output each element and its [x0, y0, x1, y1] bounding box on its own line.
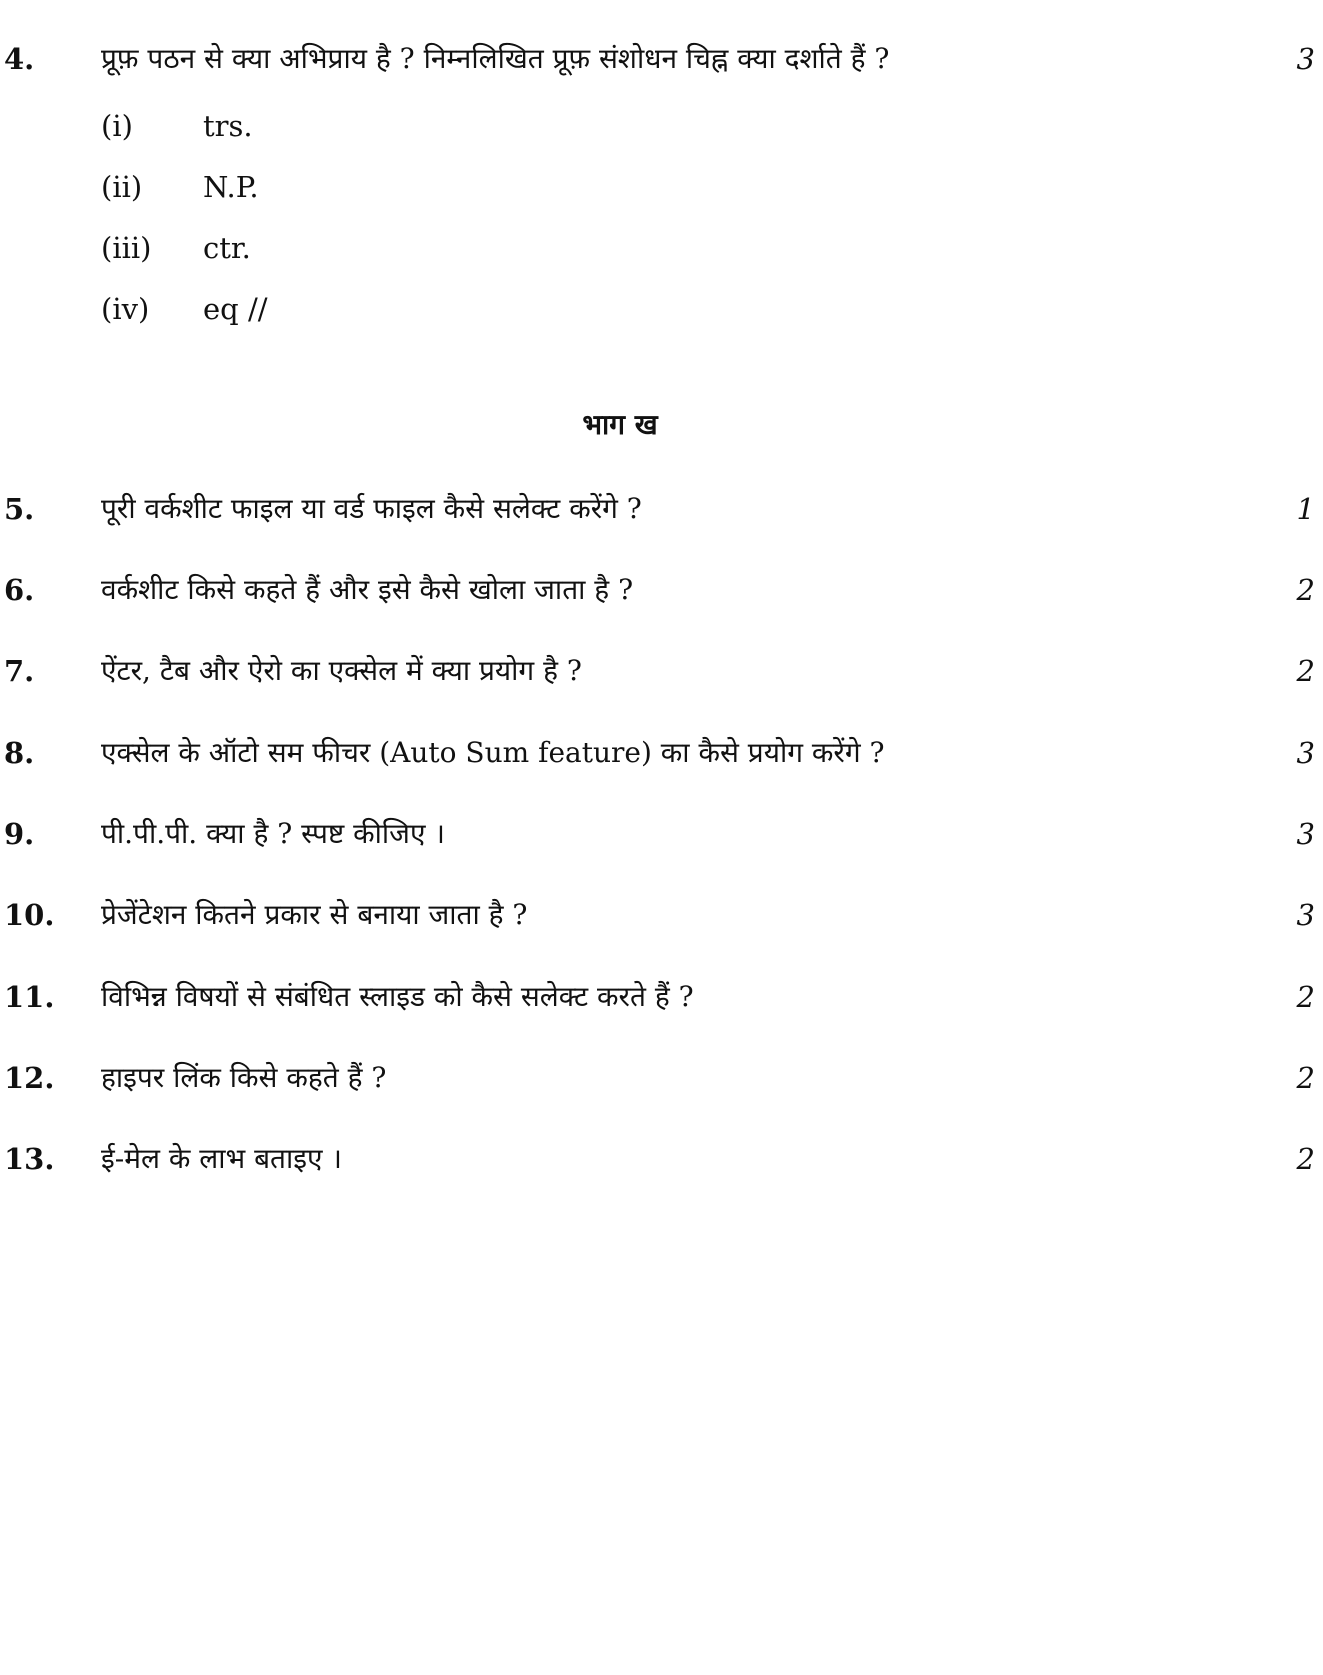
- subitem-label: (iv): [101, 292, 150, 326]
- question-13: [0, 1139, 1323, 1179]
- question-marks: 2: [1296, 654, 1315, 688]
- question-number: 9.: [4, 817, 35, 851]
- question-marks: 1: [1296, 492, 1315, 526]
- question-12: [0, 1058, 1323, 1098]
- question-marks: 3: [1296, 736, 1315, 770]
- question-number: 11.: [4, 980, 55, 1014]
- subitem: [0, 106, 1323, 146]
- subitem-label: (iii): [101, 231, 152, 265]
- question-number: 8.: [4, 736, 35, 770]
- question-6: [0, 570, 1323, 610]
- subitem: [0, 289, 1323, 329]
- question-5: [0, 489, 1323, 529]
- question-11: [0, 977, 1323, 1017]
- question-number: 13.: [4, 1142, 55, 1176]
- question-marks: 3: [1296, 42, 1315, 76]
- question-text: प्रूफ़ पठन से क्या अभिप्राय है ? निम्नलिखित प्रूफ़ संशोधन चिह्न क्या दर्शाते हैं ?: [101, 42, 890, 75]
- question-4: [0, 39, 1323, 79]
- question-number: 12.: [4, 1061, 55, 1095]
- question-10: [0, 895, 1323, 935]
- subitem-text: trs.: [203, 109, 253, 143]
- question-8: [0, 733, 1323, 773]
- question-marks: 2: [1296, 1142, 1315, 1176]
- question-number: 4.: [4, 42, 35, 76]
- question-text: पूरी वर्कशीट फाइल या वर्ड फाइल कैसे सलेक्ट करेंगे ?: [101, 492, 642, 525]
- question-number: 6.: [4, 573, 35, 607]
- question-text: वर्कशीट किसे कहते हैं और इसे कैसे खोला जाता है ?: [101, 573, 634, 606]
- question-marks: 3: [1296, 898, 1315, 932]
- subitem-label: (ii): [101, 170, 143, 204]
- question-text: ई-मेल के लाभ बताइए ।: [101, 1142, 343, 1175]
- question-text: पी.पी.पी. क्या है ? स्पष्ट कीजिए ।: [101, 817, 445, 850]
- subitem-label: (i): [101, 109, 133, 143]
- subitem: [0, 228, 1323, 268]
- question-text: विभिन्न विषयों से संबंधित स्लाइड को कैसे सलेक्ट करते हैं ?: [101, 980, 694, 1013]
- subitem-text: ctr.: [203, 231, 251, 265]
- subitem-text: eq //: [203, 292, 268, 326]
- question-number: 7.: [4, 654, 35, 688]
- section-title: भाग ख: [582, 408, 658, 441]
- question-9: [0, 814, 1323, 854]
- question-text: एक्सेल के ऑटो सम फीचर (Auto Sum feature) का कैसे प्रयोग करेंगे ?: [101, 736, 885, 769]
- question-marks: 2: [1296, 573, 1315, 607]
- subitem-text: N.P.: [203, 170, 259, 204]
- question-text: हाइपर लिंक किसे कहते हैं ?: [101, 1061, 387, 1094]
- question-7: [0, 651, 1323, 691]
- subitem: [0, 167, 1323, 207]
- question-number: 5.: [4, 492, 35, 526]
- question-marks: 2: [1296, 980, 1315, 1014]
- question-text: ऐंटर, टैब और ऐरो का एक्सेल में क्या प्रयोग है ?: [101, 654, 582, 687]
- question-marks: 2: [1296, 1061, 1315, 1095]
- question-text: प्रेजेंटेशन कितने प्रकार से बनाया जाता है ?: [101, 898, 528, 931]
- question-marks: 3: [1296, 817, 1315, 851]
- question-number: 10.: [4, 898, 55, 932]
